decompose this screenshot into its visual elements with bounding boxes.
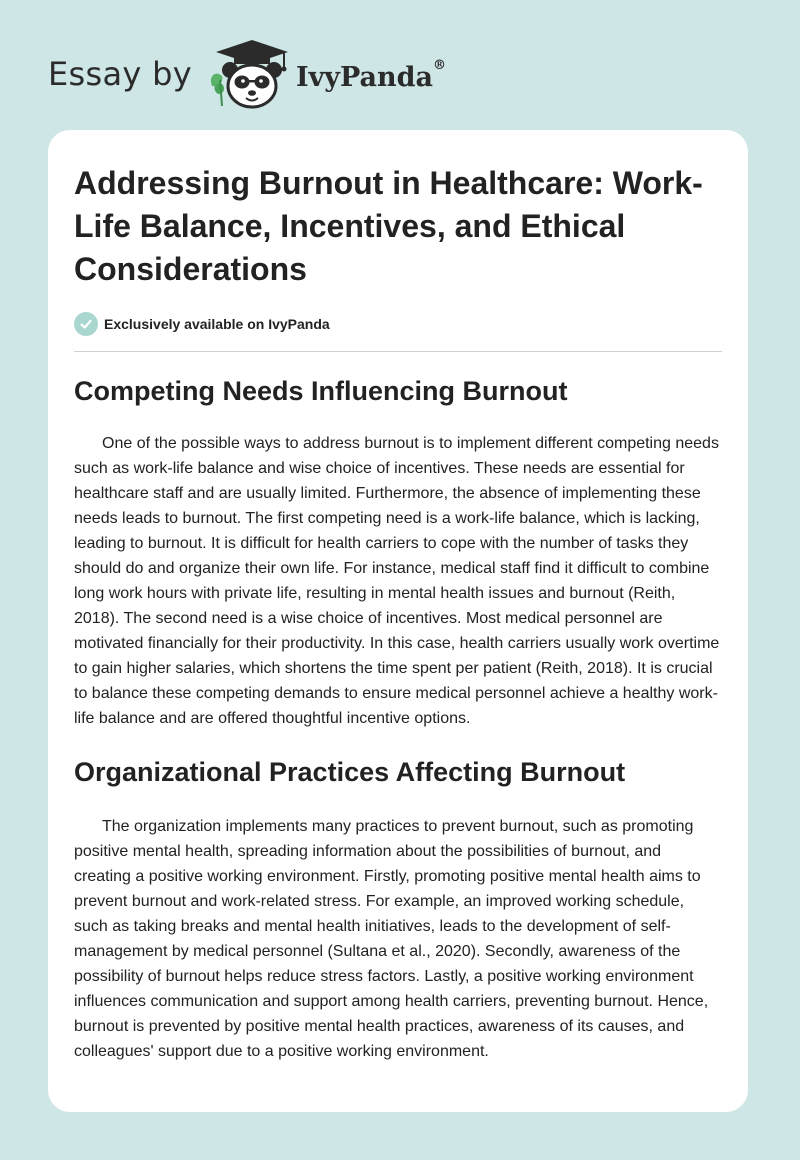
essay-by-label: Essay by bbox=[48, 55, 192, 93]
exclusive-badge-label: Exclusively available on IvyPanda bbox=[104, 316, 330, 332]
section-heading: Organizational Practices Affecting Burnout bbox=[74, 757, 626, 787]
title-divider bbox=[74, 351, 722, 352]
checkmark-icon bbox=[74, 312, 98, 336]
essay-title: Addressing Burnout in Healthcare: Work-Life Balance, Incentives, and Ethical Considerations bbox=[74, 165, 703, 287]
site-header bbox=[48, 36, 446, 112]
brand-name[interactable]: IvyPanda® bbox=[295, 57, 447, 93]
section-heading: Competing Needs Influencing Burnout bbox=[74, 376, 568, 406]
panda-logo-icon[interactable] bbox=[206, 36, 292, 112]
exclusive-badge bbox=[74, 311, 722, 337]
registered-mark: ® bbox=[433, 57, 447, 73]
section-paragraph: The organization implements many practices to prevent burnout, such as promoting positive mental health, spreading information about the possibilities of burnout, and creating a positive working environment. Firstly, promoting positive mental health aims to prevent burnout and work-related stress. For example, an improved working schedule, such as taking breaks and mental health initiatives, leads to the development of self-management by medical personnel (Sultana et al., 2020). Secondly, awareness of the possibility of burnout helps reduce stress factors. Lastly, a positive working environment influences communication and support among health carriers, preventing burnout. Hence, burnout is prevented by positive mental health practices, awareness of its causes, and colleagues' support due to a positive working environment. bbox=[74, 818, 709, 1060]
section-paragraph: One of the possible ways to address burnout is to implement different competing needs such as work-life balance and wise choice of incentives. These needs are essential for healthcare staff and are usually limited. Furthermore, the absence of implementing these needs leads to burnout. The first competing need is a work-life balance, which is lacking, leading to burnout. It is difficult for health carriers to cope with the number of tasks they should do and organize their own life. For instance, medical staff find it difficult to combine long work hours with private life, resulting in mental health issues and burnout (Reith, 2018). The second need is a wise choice of incentives. Most medical personnel are motivated financially for their productivity. In this case, health carriers usually work overtime to gain higher salaries, which shortens the time spent per patient (Reith, 2018). It is crucial to balance these competing demands to ensure medical personnel achieve a healthy work-life balance and are offered thoughtful incentive options. bbox=[74, 435, 720, 727]
essay-card bbox=[48, 130, 748, 1112]
